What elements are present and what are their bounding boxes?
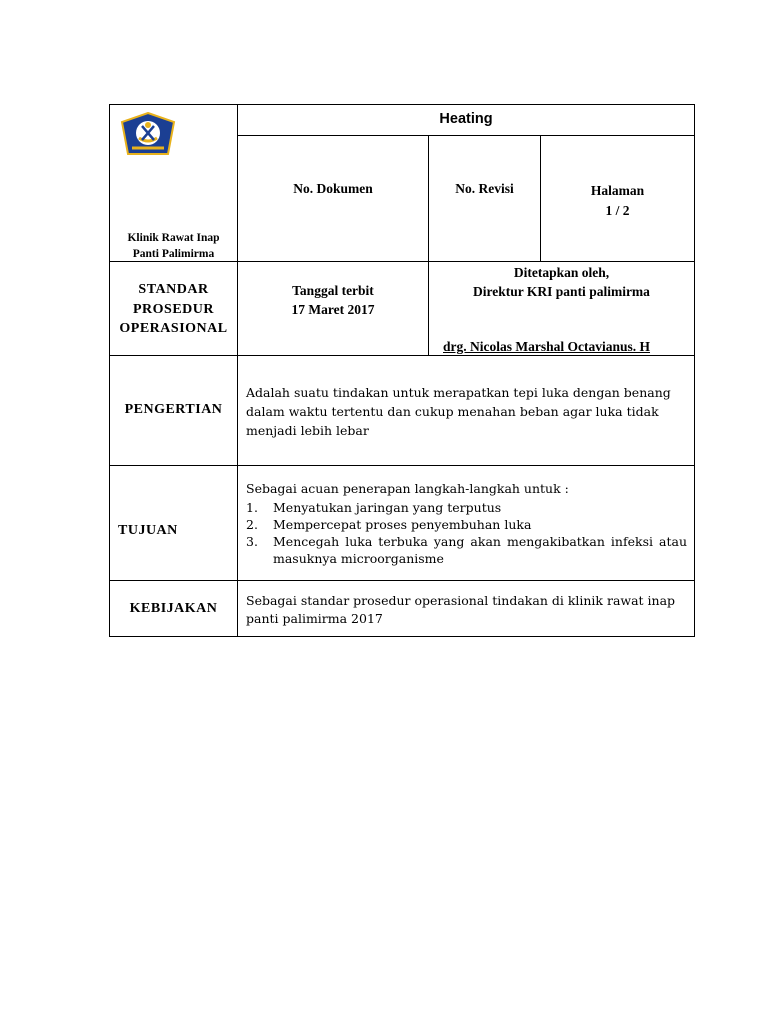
sop-line2: PROSEDUR	[132, 301, 214, 317]
sop-line1: STANDAR	[138, 282, 209, 297]
kebijakan-line2: panti palimirma 2017	[246, 611, 383, 626]
doc-number-label: No. Dokumen	[293, 181, 373, 196]
pengertian-text	[246, 383, 671, 440]
issue-date-block	[238, 281, 428, 319]
list-item	[246, 516, 687, 533]
tujuan-intro: Sebagai acuan penerapan langkah-langkah untuk :	[246, 481, 569, 496]
pengertian-line3: menjadi lebih lebar	[246, 423, 369, 438]
clinic-name-line1: Klinik Rawat Inap	[127, 232, 220, 244]
issue-date-label: Tanggal terbit	[292, 283, 374, 298]
list-item	[246, 499, 687, 516]
document-title: Heating	[439, 111, 493, 127]
navy-emblem-icon	[120, 112, 176, 156]
approval-block	[429, 263, 694, 301]
pengertian-label: PENGERTIAN	[124, 402, 223, 417]
list-item-continuation: masuknya microorganisme	[273, 551, 444, 566]
pengertian-line2: dalam waktu tertentu dan cukup menahan beban agar luka tidak	[246, 404, 659, 419]
clinic-logo	[120, 112, 176, 156]
approver-title: Direktur KRI panti palimirma	[473, 284, 650, 299]
list-number: 1.	[246, 500, 258, 515]
clinic-name-line2: Panti Palimirma	[132, 248, 215, 260]
list-item	[246, 533, 687, 550]
kebijakan-line1: Sebagai standar prosedur operasional tindakan di klinik rawat inap	[246, 593, 676, 608]
list-text: Menyatukan jaringan yang terputus	[273, 500, 502, 515]
revision-label: No. Revisi	[455, 181, 514, 196]
list-number: 2.	[246, 517, 258, 532]
list-text: Mempercepat proses penyembuhan luka	[273, 517, 532, 532]
clinic-name	[110, 230, 237, 262]
approved-by-label: Ditetapkan oleh,	[513, 265, 610, 280]
sop-label	[110, 280, 237, 339]
kebijakan-text	[246, 592, 675, 628]
approver-name: drg. Nicolas Marshal Octavianus. H	[443, 339, 651, 354]
sop-line3: OPERASIONAL	[119, 321, 228, 336]
list-text: Mencegah luka terbuka yang akan mengakibatkan infeksi atau	[273, 534, 687, 549]
page-number: 1 / 2	[605, 203, 630, 218]
kebijakan-label: KEBIJAKAN	[129, 601, 218, 616]
list-number: 3.	[246, 534, 258, 549]
page-label-text: Halaman	[590, 183, 645, 198]
page-label	[541, 181, 694, 221]
tujuan-label: TUJUAN	[118, 523, 178, 538]
issue-date: 17 Maret 2017	[291, 302, 375, 317]
tujuan-list	[246, 499, 687, 567]
pengertian-line1: Adalah suatu tindakan untuk merapatkan tepi luka dengan benang	[246, 385, 671, 400]
